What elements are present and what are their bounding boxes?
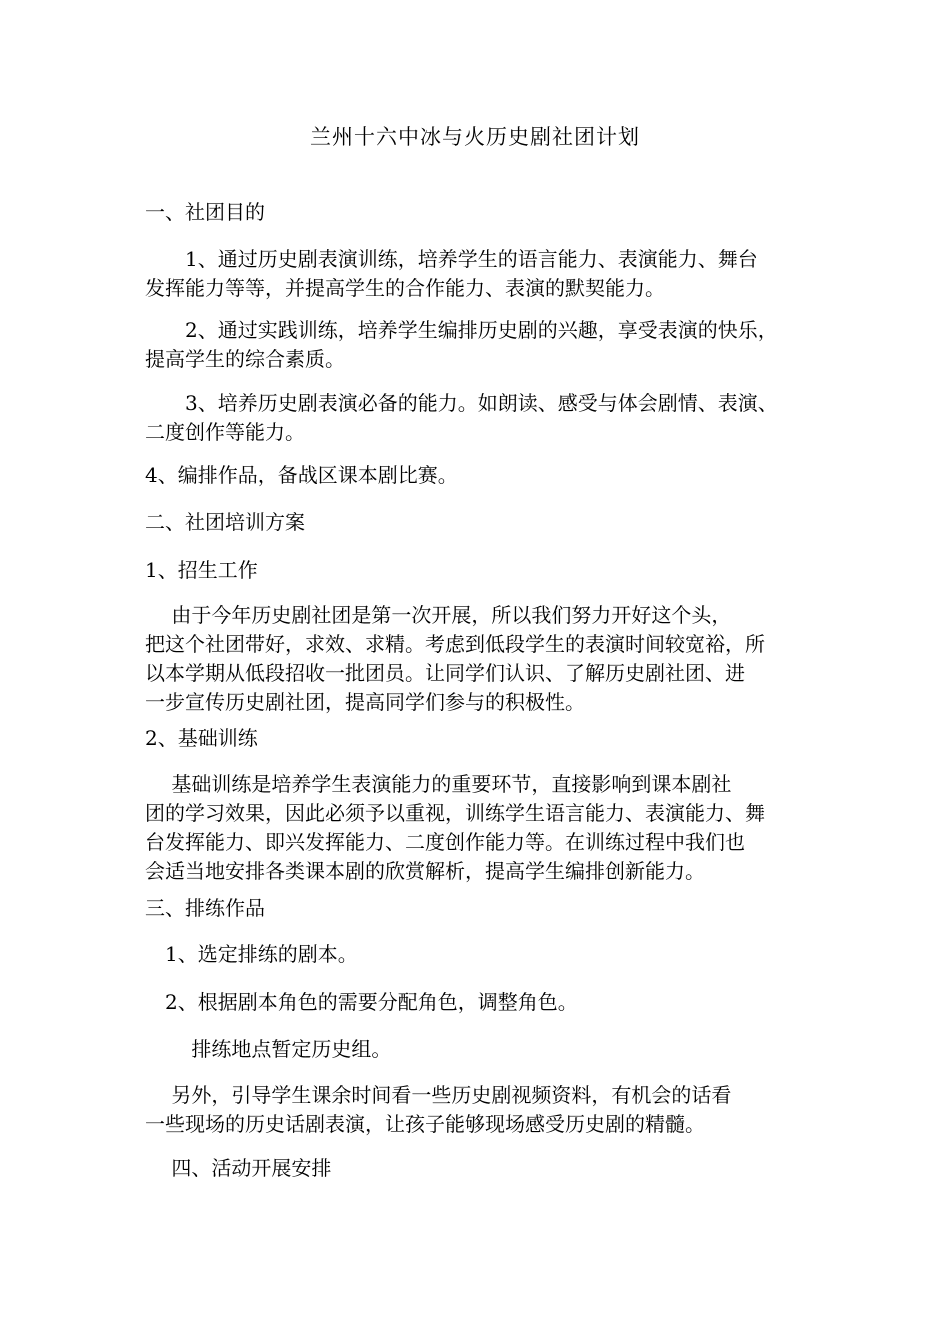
text-line: 二度创作等能力。 bbox=[145, 420, 305, 444]
paragraph-rehearsal-1: 1、选定排练的剧本。 bbox=[145, 942, 358, 966]
paragraph-purpose-3 bbox=[145, 389, 815, 447]
text-line: 团的学习效果，因此必须予以重视，训练学生语言能力、表演能力、舞 bbox=[145, 801, 765, 825]
text-line: 3、培养历史剧表演必备的能力。如朗读、感受与体会剧情、表演、 bbox=[145, 391, 778, 415]
text-line: 一些现场的历史话剧表演，让孩子能够现场感受历史剧的精髓。 bbox=[145, 1112, 705, 1136]
section-heading-activities: 四、活动开展安排 bbox=[145, 1156, 332, 1180]
paragraph-basic-training bbox=[145, 770, 815, 886]
paragraph-purpose-4: 4、编排作品，备战区课本剧比赛。 bbox=[145, 463, 458, 487]
text-line: 一步宣传历史剧社团，提高同学们参与的积极性。 bbox=[145, 690, 585, 714]
section-heading-rehearsal: 三、排练作品 bbox=[145, 896, 265, 920]
section-heading-training: 二、社团培训方案 bbox=[145, 510, 305, 534]
section-heading-purpose: 一、社团目的 bbox=[145, 200, 265, 224]
text-line: 基础训练是培养学生表演能力的重要环节，直接影响到课本剧社 bbox=[145, 772, 732, 796]
paragraph-rehearsal-location: 排练地点暂定历史组。 bbox=[145, 1037, 392, 1061]
text-line: 台发挥能力、即兴发挥能力、二度创作能力等。在训练过程中我们也 bbox=[145, 830, 745, 854]
text-line: 发挥能力等等，并提高学生的合作能力、表演的默契能力。 bbox=[145, 276, 665, 300]
text-line: 提高学生的综合素质。 bbox=[145, 347, 345, 371]
document-title: 兰州十六中冰与火历史剧社团计划 bbox=[310, 125, 640, 149]
text-line: 把这个社团带好，求效、求精。考虑到低段学生的表演时间较宽裕，所 bbox=[145, 632, 765, 656]
paragraph-rehearsal-2: 2、根据剧本角色的需要分配角色，调整角色。 bbox=[145, 990, 578, 1014]
text-line: 1、通过历史剧表演训练，培养学生的语言能力、表演能力、舞台 bbox=[145, 247, 758, 271]
subheading-recruitment: 1、招生工作 bbox=[145, 558, 258, 582]
paragraph-recruitment bbox=[145, 601, 815, 717]
text-line: 以本学期从低段招收一批团员。让同学们认识、了解历史剧社团、进 bbox=[145, 661, 745, 685]
text-line: 2、通过实践训练，培养学生编排历史剧的兴趣，享受表演的快乐， bbox=[145, 318, 778, 342]
paragraph-additionally bbox=[145, 1081, 815, 1139]
text-line: 另外，引导学生课余时间看一些历史剧视频资料，有机会的话看 bbox=[145, 1083, 732, 1107]
text-line: 会适当地安排各类课本剧的欣赏解析，提高学生编排创新能力。 bbox=[145, 859, 705, 883]
subheading-basic-training: 2、基础训练 bbox=[145, 726, 258, 750]
text-line: 由于今年历史剧社团是第一次开展，所以我们努力开好这个头， bbox=[145, 603, 732, 627]
paragraph-purpose-1 bbox=[145, 245, 815, 303]
paragraph-purpose-2 bbox=[145, 316, 815, 374]
